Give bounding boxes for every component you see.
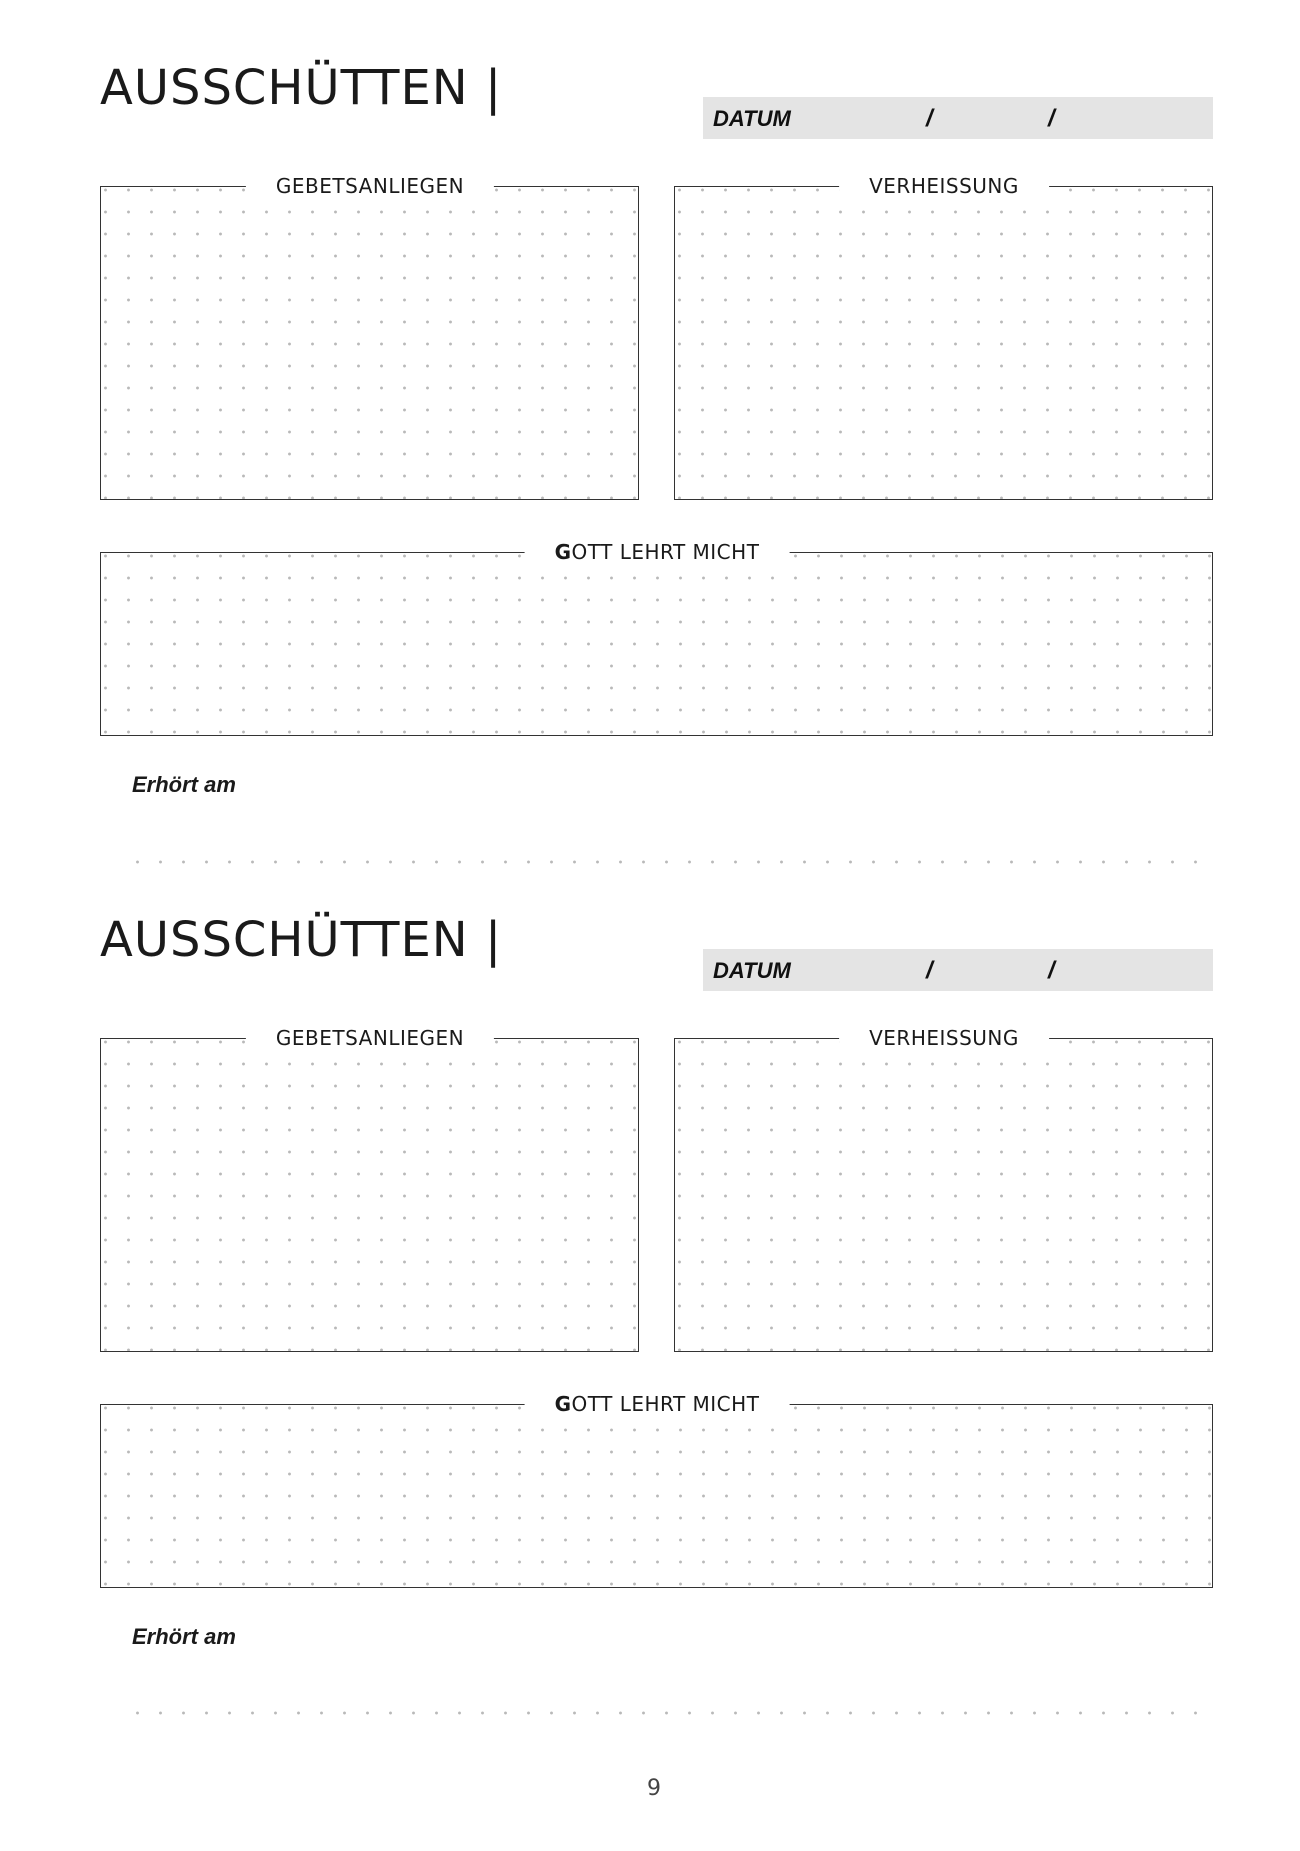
label-rest: OTT LEHRT MICHT bbox=[571, 1392, 760, 1416]
date-separator: / bbox=[926, 105, 933, 132]
god-teaches-me-box[interactable] bbox=[100, 540, 1213, 736]
god-teaches-me-label bbox=[525, 539, 790, 565]
section-title: AUSSCHÜTTEN | bbox=[100, 912, 503, 968]
prayer-section bbox=[0, 0, 1300, 852]
date-field[interactable] bbox=[703, 949, 1213, 991]
god-teaches-me-label bbox=[525, 1391, 790, 1417]
prayer-request-box[interactable] bbox=[100, 174, 639, 500]
date-separator: / bbox=[926, 957, 933, 984]
page-number: 9 bbox=[647, 1776, 661, 1801]
date-separator: / bbox=[1048, 957, 1055, 984]
label-rest: OTT LEHRT MICHT bbox=[571, 540, 760, 564]
promise-box[interactable] bbox=[674, 174, 1213, 500]
date-separator: / bbox=[1048, 105, 1055, 132]
label-initial: G bbox=[554, 540, 572, 564]
promise-box[interactable] bbox=[674, 1026, 1213, 1352]
answered-on-label: Erhört am bbox=[132, 1624, 236, 1649]
date-label: DATUM bbox=[713, 106, 791, 131]
label-initial: G bbox=[554, 1392, 572, 1416]
god-teaches-me-box[interactable] bbox=[100, 1392, 1213, 1588]
date-label: DATUM bbox=[713, 958, 791, 983]
promise-label: VERHEISSUNG bbox=[839, 173, 1049, 199]
prayer-section bbox=[0, 852, 1300, 1704]
answered-on-dotted-line[interactable] bbox=[118, 1709, 1198, 1717]
date-field[interactable] bbox=[703, 97, 1213, 139]
prayer-request-label: GEBETSANLIEGEN bbox=[246, 1025, 494, 1051]
promise-label: VERHEISSUNG bbox=[839, 1025, 1049, 1051]
section-title: AUSSCHÜTTEN | bbox=[100, 60, 503, 116]
prayer-request-label: GEBETSANLIEGEN bbox=[246, 173, 494, 199]
answered-on-label: Erhört am bbox=[132, 772, 236, 797]
prayer-request-box[interactable] bbox=[100, 1026, 639, 1352]
